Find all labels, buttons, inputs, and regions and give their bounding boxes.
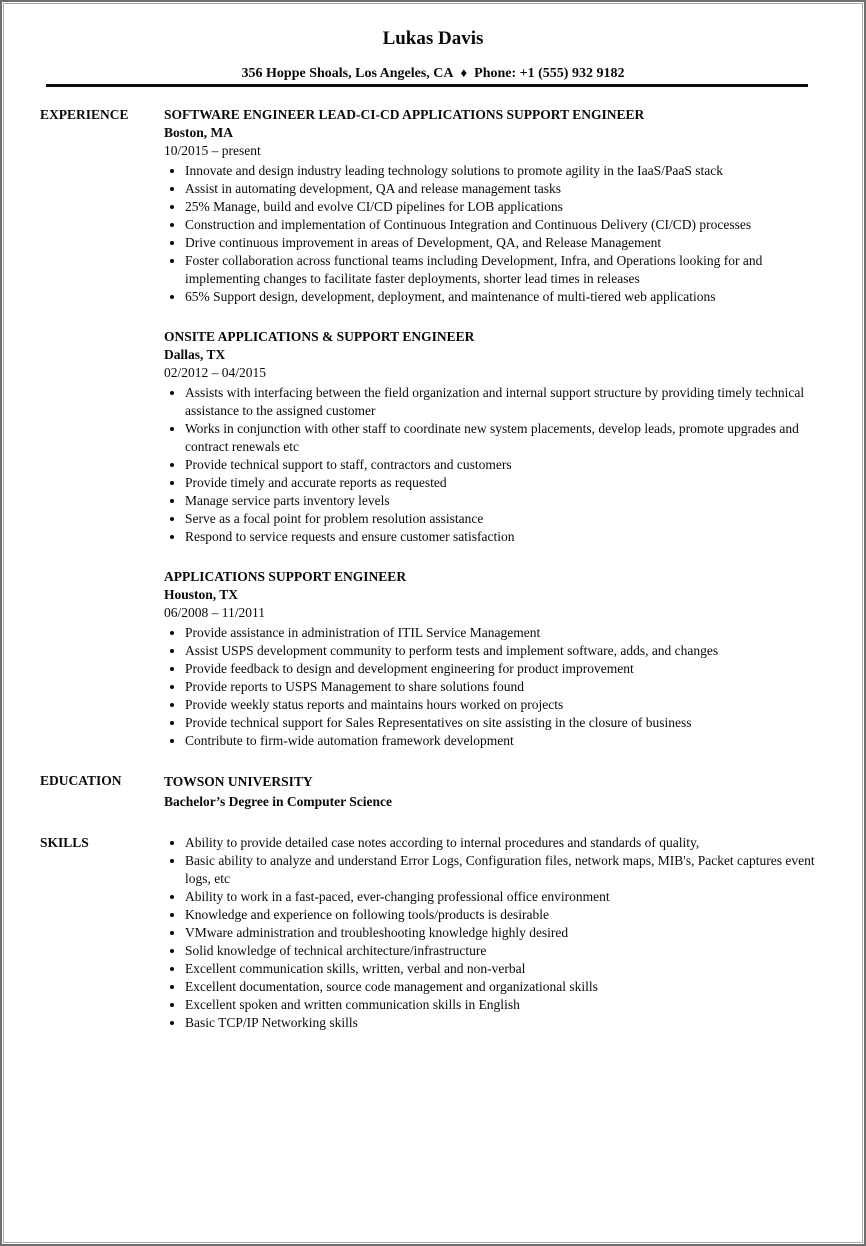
bullet-item: • Assist in automating development, QA and release management tasks	[185, 180, 816, 198]
bullet-item: • Serve as a focal point for problem resolution assistance	[185, 510, 816, 528]
job-title: ONSITE APPLICATIONS & SUPPORT ENGINEER	[164, 329, 475, 344]
job-location: Boston, MA	[164, 125, 234, 140]
section-label-experience: EXPERIENCE	[40, 107, 129, 122]
address-text: 356 Hoppe Shoals, Los Angeles, CA	[241, 66, 454, 81]
bullet-item: • Innovate and design industry leading technology solutions to promote agility in the IaaS/PaaS stack	[185, 162, 816, 180]
education-section	[164, 772, 816, 812]
job-location: Houston, TX	[164, 587, 239, 602]
skills-bullet-list	[164, 834, 816, 1032]
skill-item: • VMware administration and troubleshooting knowledge highly desired	[185, 924, 816, 942]
bullet-item: • Provide timely and accurate reports as requested	[185, 474, 816, 492]
bullet-item: • Provide assistance in administration of ITIL Service Management	[185, 624, 816, 642]
degree-name: Bachelor’s Degree in Computer Science	[164, 794, 392, 809]
bullet-item: • 65% Support design, development, deployment, and maintenance of multi-tiered web applications	[185, 288, 816, 306]
bullet-item: • Works in conjunction with other staff to coordinate new system placements, develop leads, promote upgrades and contract renewals etc	[185, 420, 816, 456]
bullet-item: • Provide reports to USPS Management to share solutions found	[185, 678, 816, 696]
skill-item: • Basic ability to analyze and understand Error Logs, Configuration files, network maps, MIB's, Packet captures event logs, etc	[185, 852, 816, 888]
section-label-education: EDUCATION	[40, 773, 122, 788]
bullet-item: • Foster collaboration across functional teams including Development, Infra, and Operations looking for and implementing changes to facilitate faster deployments, shorter lead times in releases	[185, 252, 816, 288]
job-location: Dallas, TX	[164, 347, 226, 362]
bullet-item: • Provide weekly status reports and maintains hours worked on projects	[185, 696, 816, 714]
bullet-item: • Assists with interfacing between the field organization and internal support structure by providing timely technical assistance to the assigned customer	[185, 384, 816, 420]
job-bullet-list	[164, 624, 816, 750]
skill-item: • Basic TCP/IP Networking skills	[185, 1014, 816, 1032]
job-title: APPLICATIONS SUPPORT ENGINEER	[164, 569, 407, 584]
skill-item: • Ability to provide detailed case notes according to internal procedures and standards of quality,	[185, 834, 816, 852]
skill-item: • Excellent spoken and written communication skills in English	[185, 996, 816, 1014]
resume-body	[2, 87, 864, 1032]
job-bullet-list	[164, 162, 816, 306]
skill-item: • Knowledge and experience on following tools/products is desirable	[185, 906, 816, 924]
job-dates: 10/2015 – present	[164, 143, 261, 158]
skill-item: • Excellent communication skills, written, verbal and non-verbal	[185, 960, 816, 978]
job-entry	[164, 568, 816, 750]
bullet-item: • Contribute to firm-wide automation framework development	[185, 732, 816, 750]
bullet-item: • Respond to service requests and ensure customer satisfaction	[185, 528, 816, 546]
bullet-item: • Assist USPS development community to perform tests and implement software, adds, and changes	[185, 642, 816, 660]
bullet-item: • Drive continuous improvement in areas of Development, QA, and Release Management	[185, 234, 816, 252]
job-entry	[164, 106, 816, 306]
contact-line	[2, 64, 864, 82]
section-label-skills: SKILLS	[40, 835, 89, 850]
skills-section	[164, 834, 816, 1032]
skill-item: • Solid knowledge of technical architecture/infrastructure	[185, 942, 816, 960]
person-name: Lukas Davis	[382, 28, 484, 49]
diamond-separator-icon: ♦	[460, 65, 468, 80]
job-bullet-list	[164, 384, 816, 546]
skill-item: • Excellent documentation, source code management and organizational skills	[185, 978, 816, 996]
bullet-item: • Manage service parts inventory levels	[185, 492, 816, 510]
skill-item: • Ability to work in a fast-paced, ever-changing professional office environment	[185, 888, 816, 906]
bullet-item: • Provide technical support to staff, contractors and customers	[185, 456, 816, 474]
bullet-item: • Construction and implementation of Continuous Integration and Continuous Delivery (CI/CD) processes	[185, 216, 816, 234]
school-name: TOWSON UNIVERSITY	[164, 774, 313, 789]
job-title: SOFTWARE ENGINEER LEAD-CI-CD APPLICATIONS SUPPORT ENGINEER	[164, 107, 645, 122]
bullet-item: • Provide feedback to design and development engineering for product improvement	[185, 660, 816, 678]
experience-section	[164, 106, 816, 750]
job-dates: 02/2012 – 04/2015	[164, 365, 267, 380]
job-entry	[164, 328, 816, 546]
phone-text: Phone: +1 (555) 932 9182	[474, 66, 625, 81]
bullet-item: • Provide technical support for Sales Representatives on site assisting in the closure of business	[185, 714, 816, 732]
bullet-item: • 25% Manage, build and evolve CI/CD pipelines for LOB applications	[185, 198, 816, 216]
job-dates: 06/2008 – 11/2011	[164, 605, 265, 620]
